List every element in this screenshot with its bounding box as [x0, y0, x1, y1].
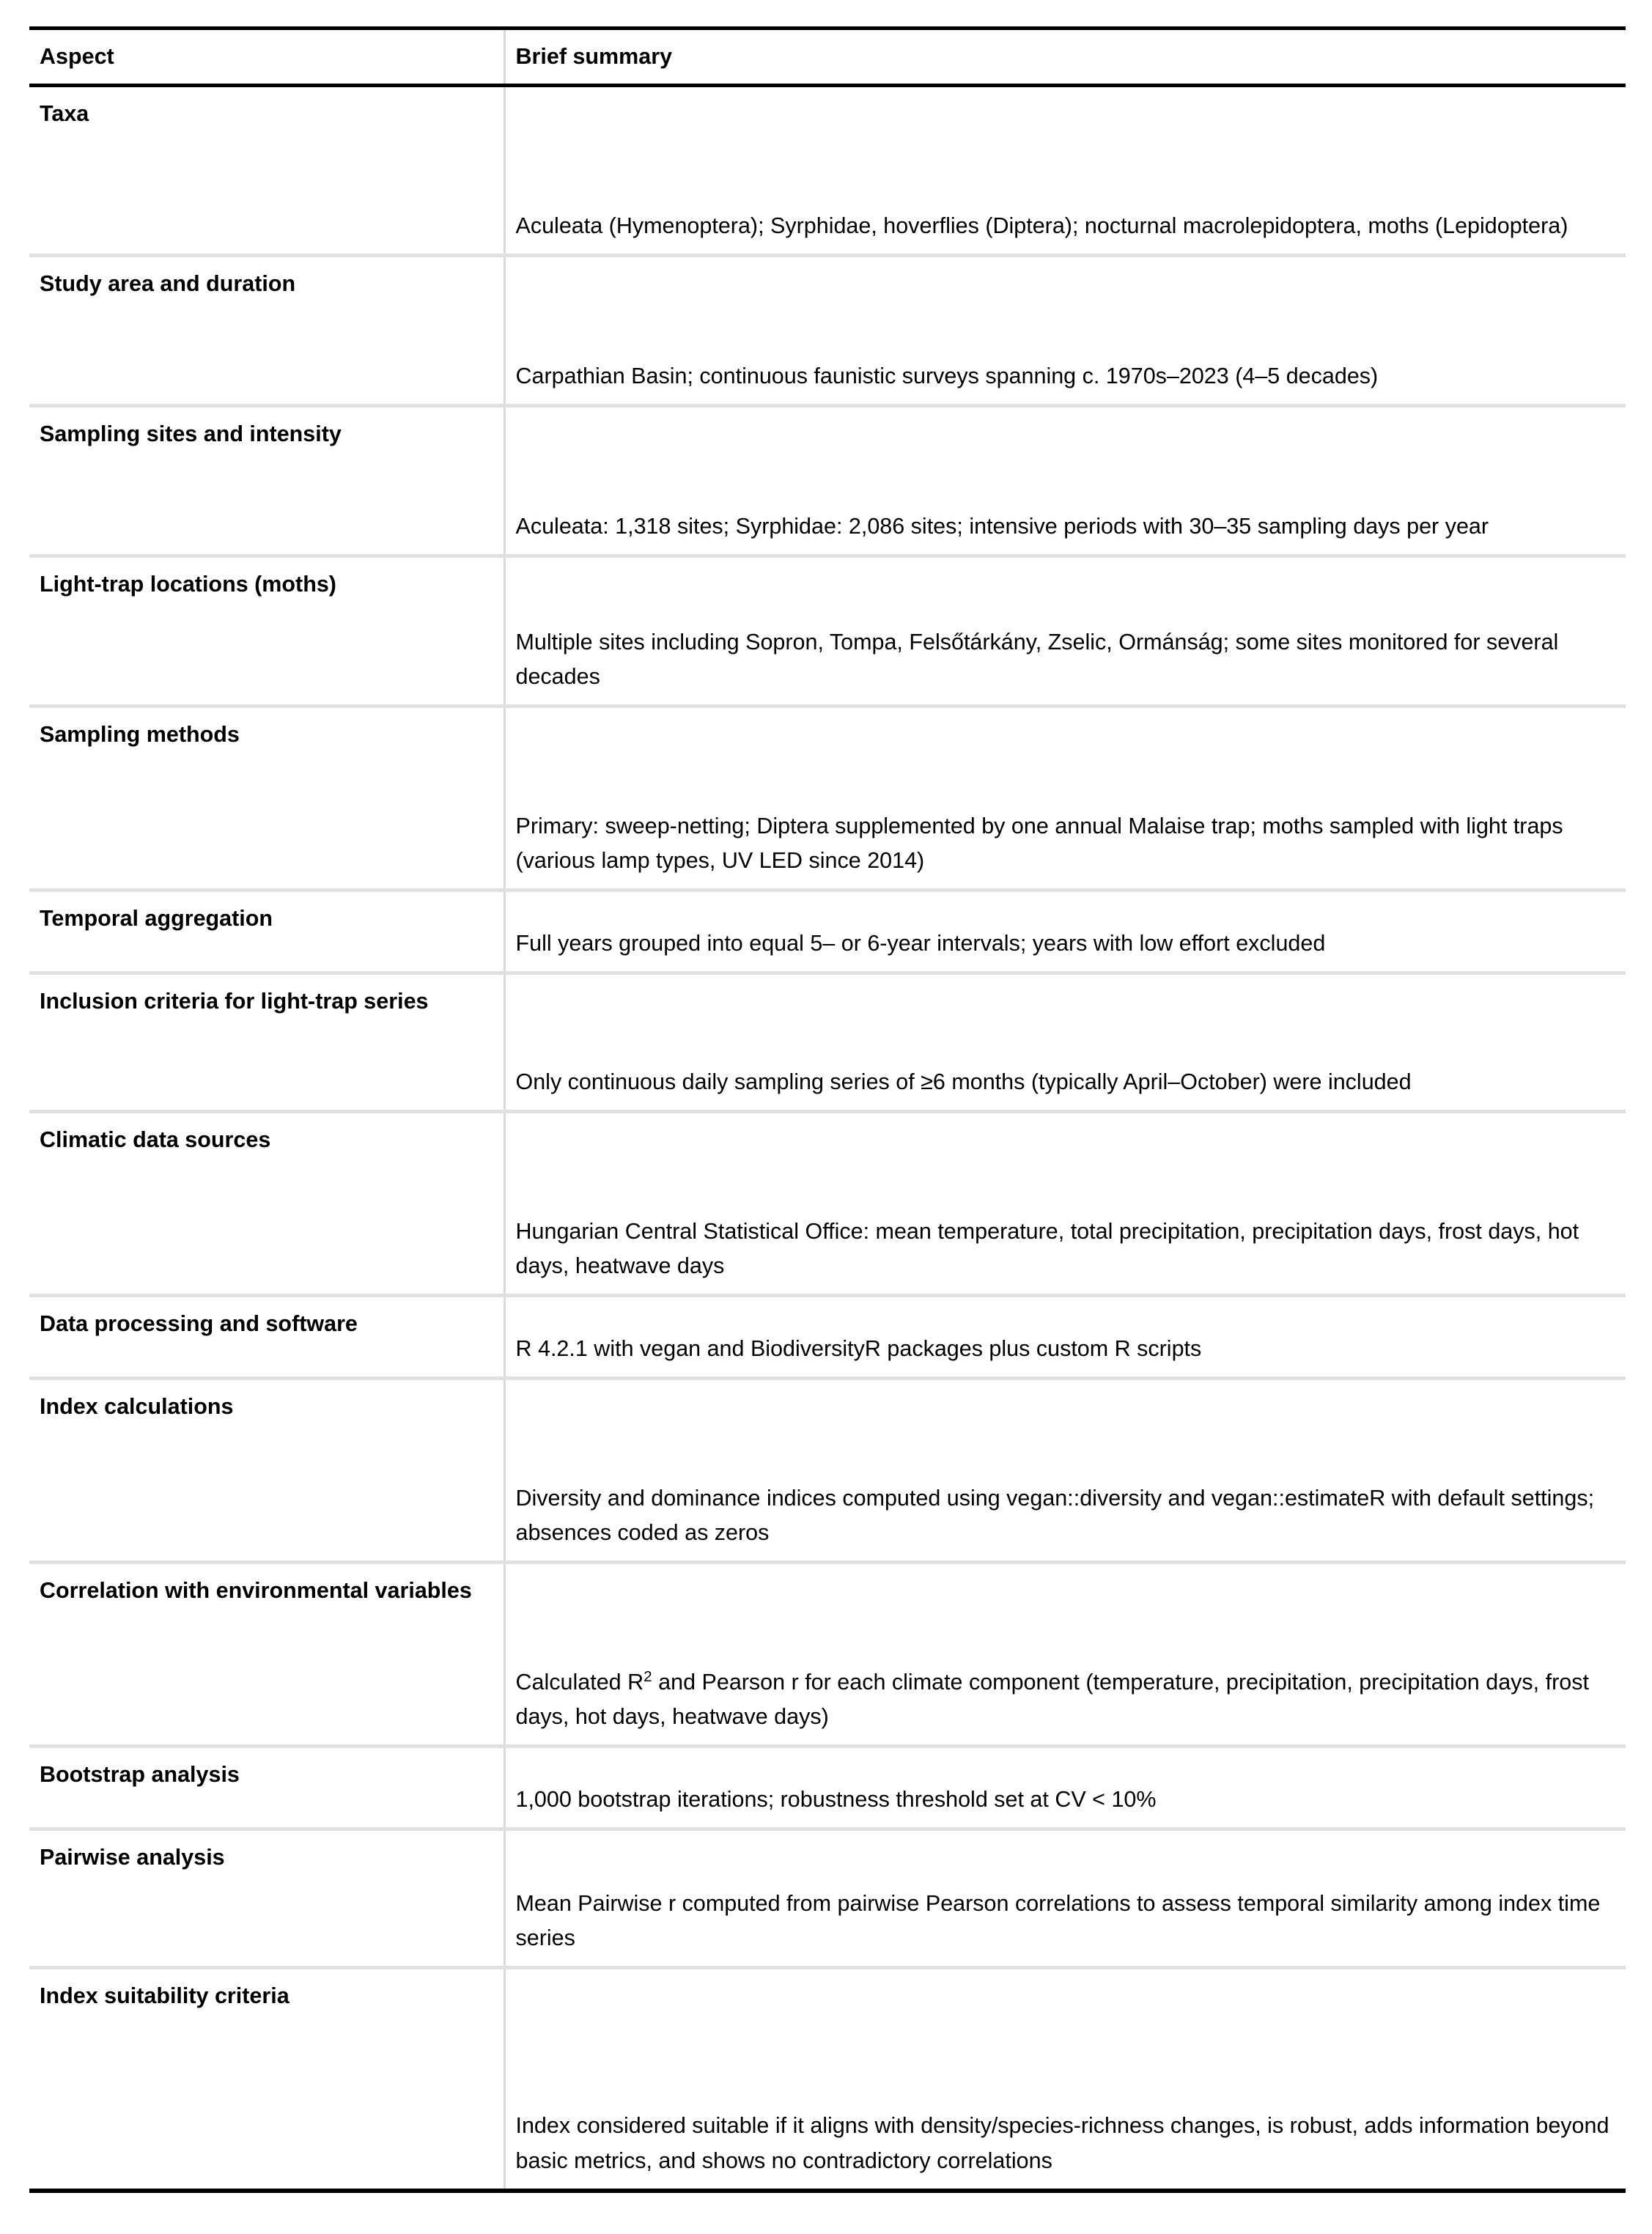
table-row	[29, 973, 1626, 1112]
summary-text: Aculeata (Hymenoptera); Syrphidae, hoverflies (Diptera); nocturnal macrolepidoptera, moths (Lepidoptera)	[515, 213, 1568, 238]
summary-text: R 4.2.1 with vegan and BiodiversityR packages plus custom R scripts	[515, 1336, 1202, 1361]
summary-text-rest: and Pearson r for each climate component (temperature, precipitation, precipitation days, frost days, hot days, heatwave days)	[515, 1669, 1589, 1729]
cell-brief-summary	[504, 1112, 1626, 1296]
aspect-label: Sampling methods	[40, 722, 240, 748]
cell-aspect	[29, 86, 504, 256]
table-row	[29, 406, 1626, 556]
table-row	[29, 556, 1626, 707]
summary-text: Only continuous daily sampling series of ≥6 months (typically April–October) were included	[515, 1069, 1412, 1094]
aspect-label: Study area and duration	[40, 271, 296, 297]
aspect-label: Correlation with environmental variables	[40, 1578, 472, 1604]
aspect-label: Data processing and software	[40, 1311, 358, 1337]
cell-aspect	[29, 1296, 504, 1379]
cell-brief-summary	[504, 256, 1626, 406]
aspect-label: Climatic data sources	[40, 1127, 271, 1153]
cell-brief-summary	[504, 891, 1626, 973]
aspect-label: Index calculations	[40, 1394, 234, 1420]
cell-brief-summary	[504, 556, 1626, 707]
table-header-row	[29, 29, 1626, 86]
cell-brief-summary	[504, 1563, 1626, 1747]
table-row	[29, 1829, 1626, 1968]
table-row	[29, 1747, 1626, 1829]
cell-brief-summary	[504, 1968, 1626, 2191]
aspect-label: Sampling sites and intensity	[40, 421, 342, 447]
table-row	[29, 1968, 1626, 2191]
aspect-label: Inclusion criteria for light-trap series	[40, 989, 429, 1014]
cell-aspect	[29, 1747, 504, 1829]
column-header-aspect: Aspect	[29, 29, 504, 86]
methods-summary-table	[29, 26, 1626, 2193]
aspect-label: Light-trap locations (moths)	[40, 572, 336, 597]
superscript-exponent: 2	[644, 1667, 652, 1685]
table-body	[29, 86, 1626, 2191]
summary-text: Full years grouped into equal 5– or 6-year intervals; years with low effort excluded	[515, 931, 1326, 956]
cell-aspect	[29, 406, 504, 556]
cell-brief-summary	[504, 1829, 1626, 1968]
cell-brief-summary	[504, 86, 1626, 256]
aspect-label: Index suitability criteria	[40, 1983, 290, 2009]
cell-brief-summary	[504, 1747, 1626, 1829]
summary-text: Mean Pairwise r computed from pairwise Pearson correlations to assess temporal similarity among index time series	[515, 1890, 1601, 1950]
summary-text: Diversity and dominance indices computed using vegan::diversity and vegan::estimateR with default settings; absences coded as zeros	[515, 1485, 1595, 1545]
aspect-label: Pairwise analysis	[40, 1845, 225, 1870]
cell-aspect	[29, 891, 504, 973]
cell-aspect	[29, 1829, 504, 1968]
cell-aspect	[29, 256, 504, 406]
table-row	[29, 1563, 1626, 1747]
table-row	[29, 1379, 1626, 1563]
cell-aspect	[29, 1379, 504, 1563]
cell-aspect	[29, 1563, 504, 1747]
summary-text: Multiple sites including Sopron, Tompa, Felsőtárkány, Zselic, Ormánság; some sites monitored for several decades	[515, 629, 1559, 689]
summary-text: Hungarian Central Statistical Office: mean temperature, total precipitation, precipitation days, frost days, hot days, heatwave days	[515, 1218, 1579, 1278]
aspect-label: Taxa	[40, 101, 89, 127]
summary-text: Index considered suitable if it aligns with density/species-richness changes, is robust, adds information beyond basic metrics, and shows no contradictory correlations	[515, 2113, 1609, 2173]
cell-brief-summary	[504, 707, 1626, 891]
cell-brief-summary	[504, 973, 1626, 1112]
aspect-label: Bootstrap analysis	[40, 1762, 240, 1788]
cell-aspect	[29, 1968, 504, 2191]
table-row	[29, 891, 1626, 973]
summary-text: 1,000 bootstrap iterations; robustness threshold set at CV < 10%	[515, 1787, 1157, 1812]
table-row	[29, 256, 1626, 406]
cell-brief-summary	[504, 406, 1626, 556]
table-row	[29, 707, 1626, 891]
summary-text	[516, 1665, 1616, 1735]
table-row	[29, 1296, 1626, 1379]
table-row	[29, 1112, 1626, 1296]
cell-brief-summary	[504, 1379, 1626, 1563]
summary-text-prefix: Calculated R	[515, 1669, 644, 1695]
cell-aspect	[29, 556, 504, 707]
summary-text: Primary: sweep-netting; Diptera supplemented by one annual Malaise trap; moths sampled with light traps (various lamp types, UV LED since 2014)	[515, 813, 1563, 873]
aspect-label: Temporal aggregation	[40, 906, 273, 932]
cell-aspect	[29, 1112, 504, 1296]
cell-aspect	[29, 707, 504, 891]
cell-aspect	[29, 973, 504, 1112]
summary-text: Carpathian Basin; continuous faunistic surveys spanning c. 1970s–2023 (4–5 decades)	[515, 364, 1379, 388]
cell-brief-summary	[504, 1296, 1626, 1379]
column-header-brief-summary: Brief summary	[504, 29, 1626, 86]
table-row	[29, 86, 1626, 256]
table-header	[29, 29, 1626, 86]
summary-text: Aculeata: 1,318 sites; Syrphidae: 2,086 sites; intensive periods with 30–35 sampling days per year	[515, 514, 1489, 539]
